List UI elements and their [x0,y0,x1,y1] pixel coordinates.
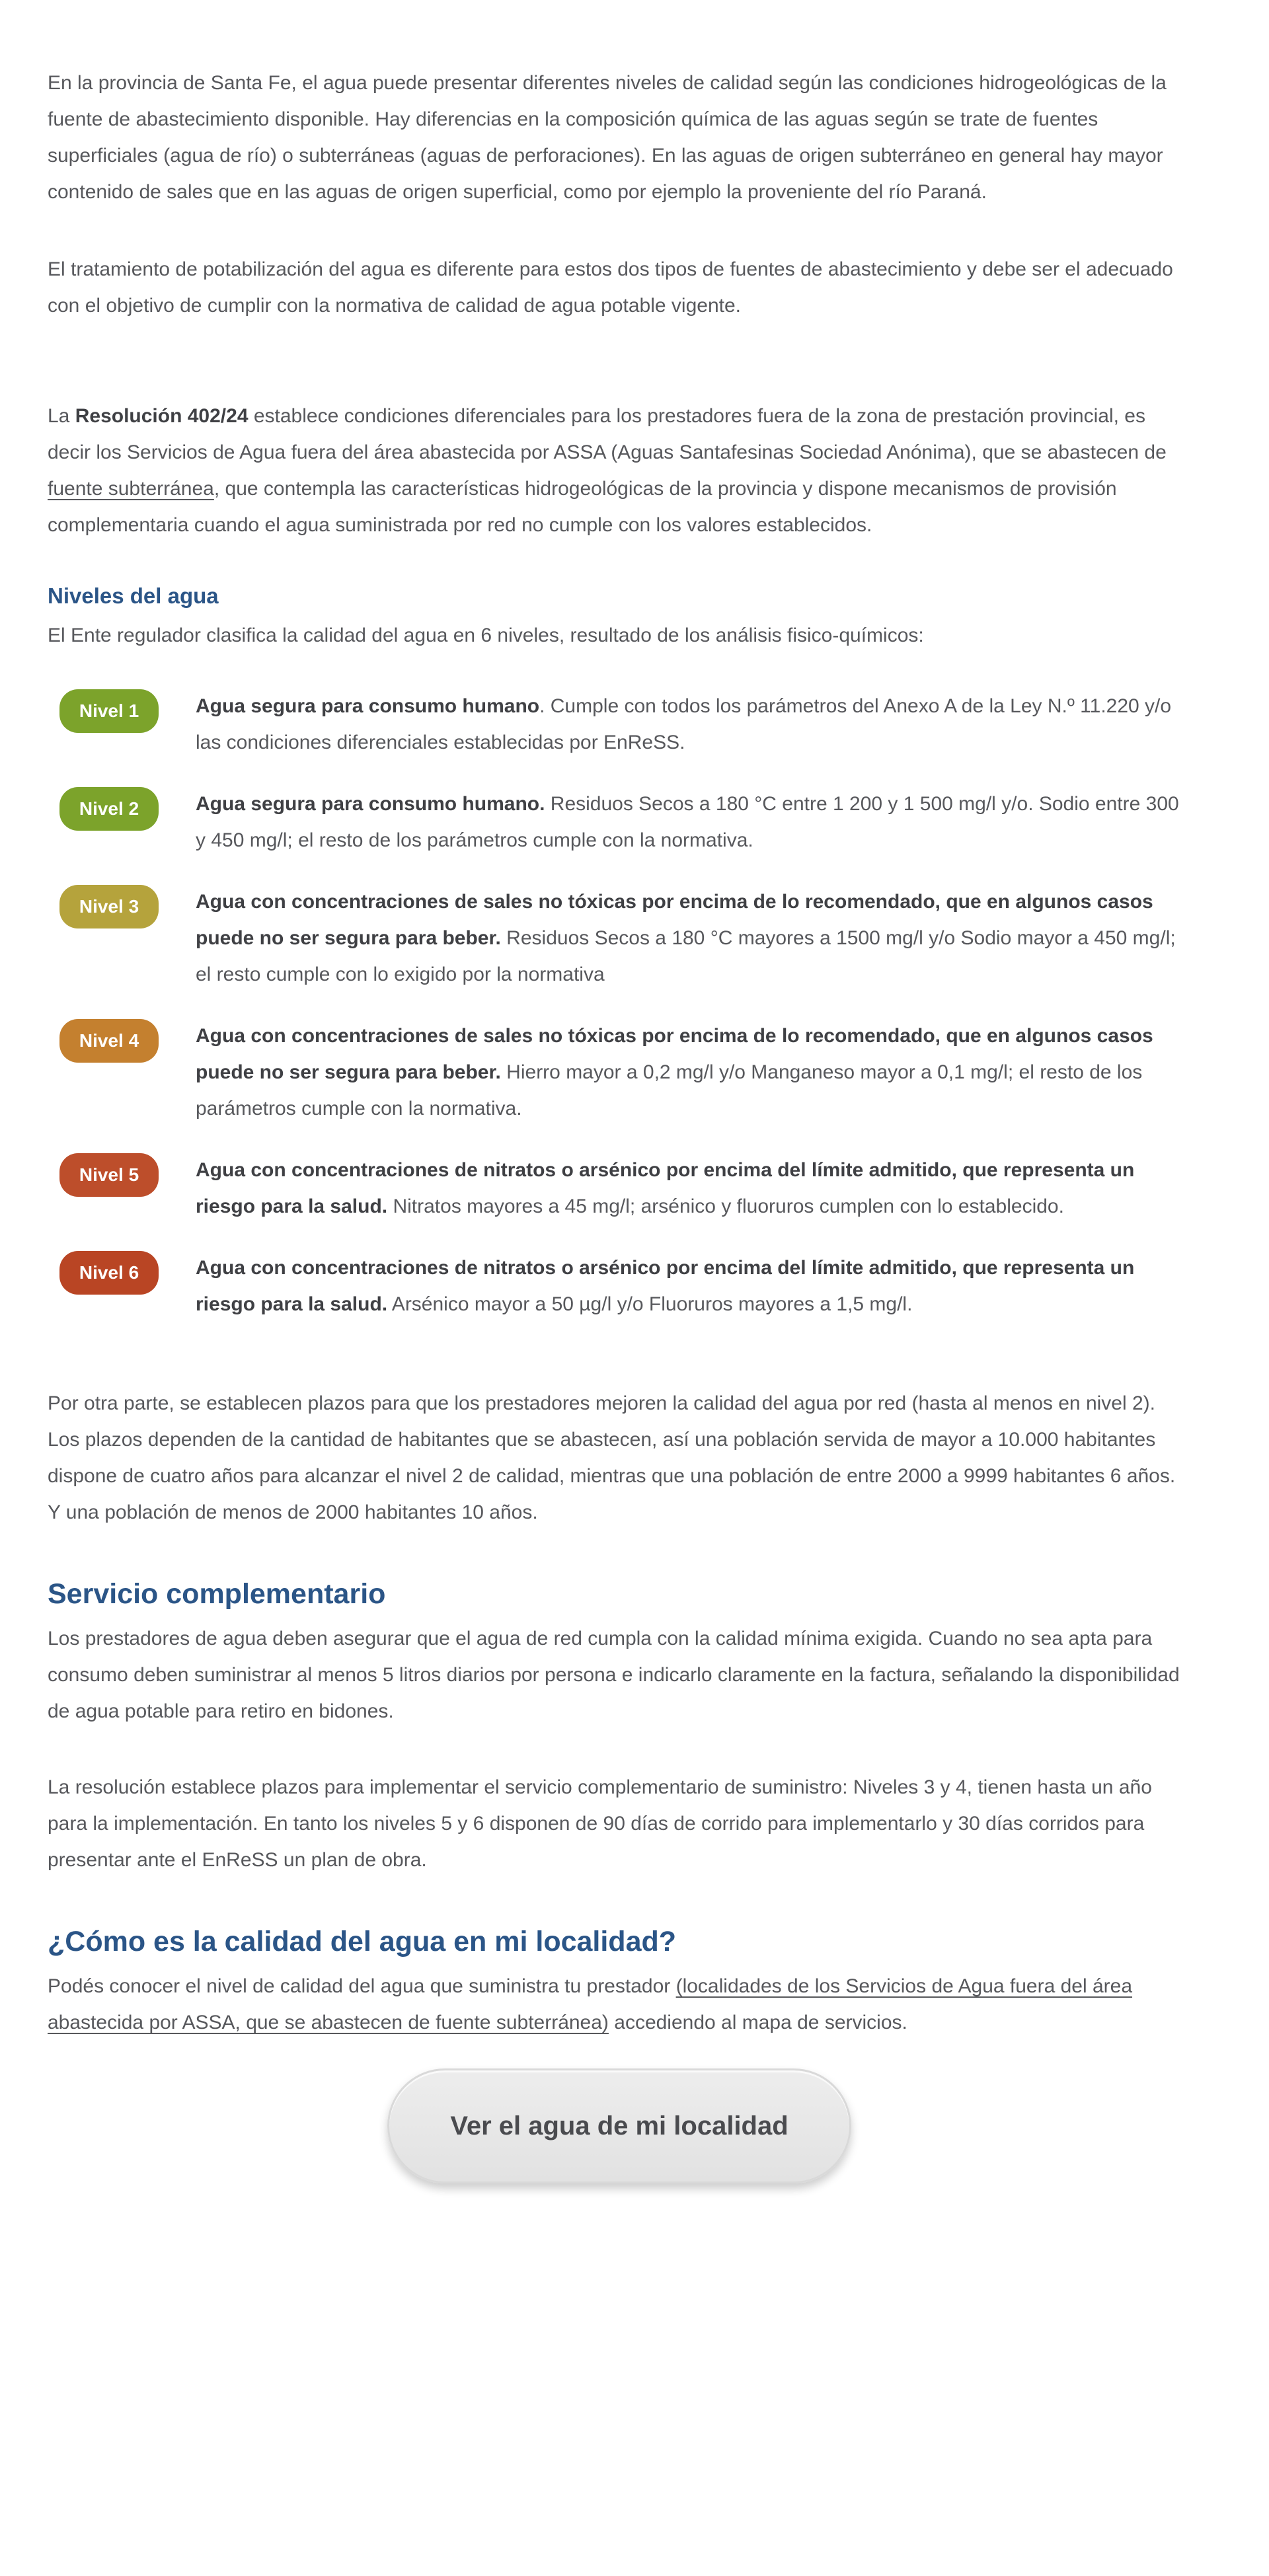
complementary-service-heading: Servicio complementario [48,1578,386,1610]
level-4-description-rest: Hierro mayor a 0,2 mg/l y/o Manganeso mayor a 0,1 mg/l; el resto de los parámetros cumple con la normativa. [196,1061,1143,1119]
level-1-description-bold: Agua segura para consumo humano [196,695,540,717]
level-5-badge: Nivel 5 [59,1153,159,1197]
intro-paragraph-2: El tratamiento de potabilización del agua es diferente para estos dos tipos de fuentes de abastecimiento y debe ser el adecuado con el objetivo de cumplir con la normativa de calidad de agua potable vigente. [48,258,1173,317]
locality-text-end: accediendo al mapa de servicios. [608,2012,907,2033]
level-5-description-rest: Nitratos mayores a 45 mg/l; arsénico y fluoruros cumplen con lo establecido. [387,1195,1064,1217]
level-4-description-bold: Agua con concentraciones de sales no tóxicas por encima de lo recomendado, que en algunos casos puede no ser segura para beber. [196,1025,1153,1083]
level-3-badge: Nivel 3 [59,885,159,928]
locality-text-start: Podés conocer el nivel de calidad del agua que suministra tu prestador [48,1975,676,1997]
article-body [0,65,1269,2183]
level-6-badge: Nivel 6 [59,1251,159,1295]
deadlines-paragraph: Por otra parte, se establecen plazos para que los prestadores mejoren la calidad del agua por red (hasta al menos en nivel 2). Los plazos dependen de la cantidad de habitantes que se abastecen, así una población servida de mayor a 10.000 habitantes dispone de cuatro años para alcanzar el nivel 2 de calidad, mientras que una población de entre 2000 a 9999 habitantes 6 años. Y una población de menos de 2000 habitantes 10 años. [48,1392,1176,1523]
level-row-4 [48,1018,1191,1127]
complementary-service-paragraph-1: Los prestadores de agua deben asegurar que el agua de red cumpla con la calidad mínima exigida. Cuando no sea apta para consumo deben suministrar al menos 5 litros diarios por persona e indicarlo claramente en la factura, señalando la disponibilidad de agua potable para retiro en bidones. [48,1628,1180,1722]
level-2-description [196,786,1191,858]
complementary-service-paragraph-2: La resolución establece plazos para implementar el servicio complementario de suministro: Niveles 3 y 4, tienen hasta un año para la implementación. En tanto los niveles 5 y 6 disponen de 90 días de corrido para implementarlo y 30 días corridos para presentar ante el EnReSS un plan de obra. [48,1776,1152,1871]
level-row-2 [48,786,1191,858]
locality-quality-heading: ¿Cómo es la calidad del agua en mi localidad? [48,1926,677,1957]
level-6-description-bold: Agua con concentraciones de nitratos o arsénico por encima del límite admitido, que representa un riesgo para la salud. [196,1257,1135,1315]
level-3-description [196,884,1191,993]
level-row-6 [48,1250,1191,1322]
level-3-description-rest: Residuos Secos a 180 °C mayores a 1500 mg/l y/o Sodio mayor a 450 mg/l; el resto cumple con lo exigido por la normativa [196,927,1176,985]
level-row-3 [48,884,1191,993]
level-2-badge: Nivel 2 [59,787,159,831]
resolution-text-end: , que contempla las características hidrogeológicas de la provincia y dispone mecanismos de provisión complementaria cuando el agua suministrada por red no cumple con los valores establecidos. [48,478,1117,536]
level-6-description-rest: Arsénico mayor a 50 µg/l y/o Fluoruros mayores a 1,5 mg/l. [387,1293,913,1315]
water-levels-intro: El Ente regulador clasifica la calidad del agua en 6 niveles, resultado de los análisis fisico-químicos: [48,625,924,646]
level-3-description-bold: Agua con concentraciones de sales no tóxicas por encima de lo recomendado, que en algunos casos puede no ser segura para beber. [196,891,1153,949]
water-levels-heading: Niveles del agua [48,584,219,608]
intro-paragraph-1: En la provincia de Santa Fe, el agua puede presentar diferentes niveles de calidad según las condiciones hidrogeológicas de la fuente de abastecimiento disponible. Hay diferencias en la composición química de las aguas según se trate de fuentes superficiales (agua de río) o subterráneas (aguas de perforaciones). En las aguas de origen subterráneo en general hay mayor contenido de sales que en las aguas de origen superficial, como por ejemplo la proveniente del río Paraná. [48,72,1167,203]
level-4-badge: Nivel 4 [59,1019,159,1063]
water-levels-list [48,688,1191,1322]
level-row-1 [48,688,1191,761]
level-1-description [196,688,1191,761]
level-1-badge: Nivel 1 [59,689,159,733]
level-2-description-rest: Residuos Secos a 180 °C entre 1 200 y 1 500 mg/l y/o. Sodio entre 300 y 450 mg/l; el resto de los parámetros cumple con la normativa. [196,793,1179,851]
level-2-description-bold: Agua segura para consumo humano. [196,793,545,815]
resolution-paragraph [48,398,1191,543]
resolution-text-mid: establece condiciones diferenciales para los prestadores fuera de la zona de prestación provincial, es decir los Servicios de Agua fuera del área abastecida por ASSA (Aguas Santafesinas Sociedad Anónima), que se abastecen de [48,405,1167,463]
level-6-description [196,1250,1191,1322]
groundwater-source-link[interactable]: fuente subterránea [48,478,214,500]
localities-list-link[interactable]: (localidades de los Servicios de Agua fuera del área abastecida por ASSA, que se abastecen de fuente subterránea) [48,1975,1133,2033]
level-1-description-rest: . Cumple con todos los parámetros del Anexo A de la Ley N.º 11.220 y/o las condiciones diferenciales establecidas por EnReSS. [196,695,1172,753]
cta-button-container [48,2068,1191,2183]
resolution-text-start: La [48,405,75,427]
view-local-water-button[interactable]: Ver el agua de mi localidad [387,2068,851,2183]
level-5-description-bold: Agua con concentraciones de nitratos o arsénico por encima del límite admitido, que representa un riesgo para la salud. [196,1159,1135,1217]
level-5-description [196,1152,1191,1225]
resolution-number: Resolución 402/24 [75,405,249,427]
level-row-5 [48,1152,1191,1225]
locality-quality-paragraph [48,1968,1191,2041]
level-4-description [196,1018,1191,1127]
